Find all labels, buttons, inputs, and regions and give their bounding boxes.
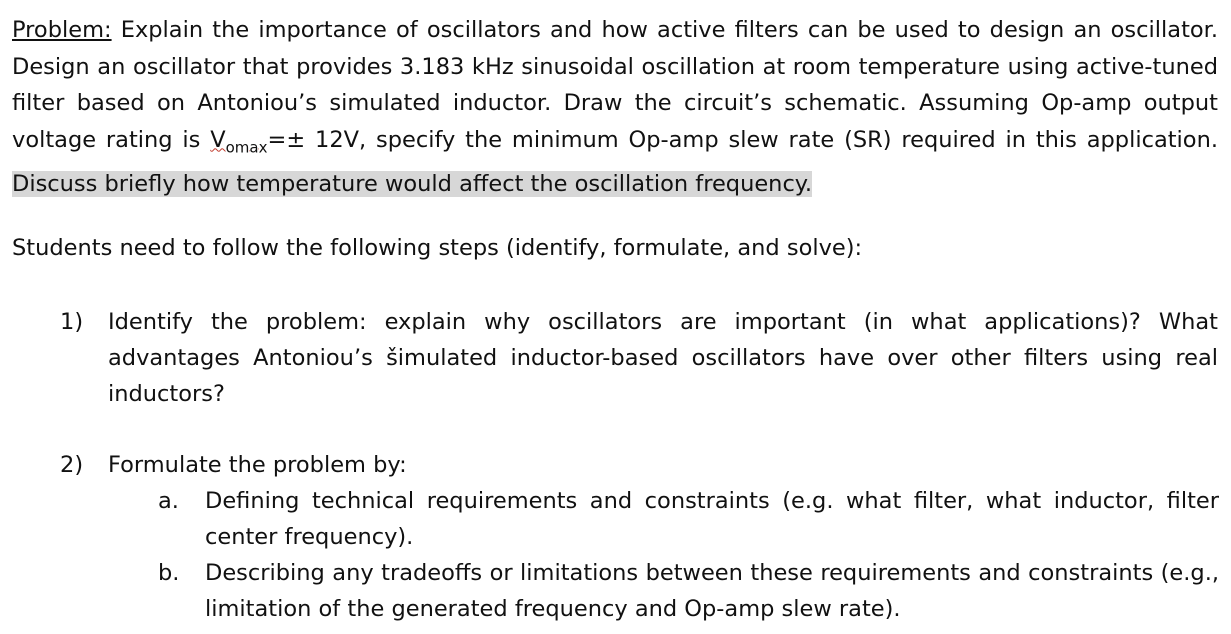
voltage-symbol bbox=[210, 126, 268, 156]
problem-label: Problem: bbox=[12, 17, 112, 43]
problem-statement bbox=[12, 12, 1218, 202]
subitem-a-text: Defining technical requirements and constraints (e.g. what filter, what inductor, filter center frequency). bbox=[205, 488, 1219, 550]
step-2-text: Formulate the problem by: bbox=[108, 452, 407, 478]
problem-text-part-1: Explain the importance of oscillators and how active filters can be used to design an oscillator. Design an oscillator that provides 3.183 kHz sinusoidal oscillation at room temperature using active-tuned filter based on Antoniou’s simulated inductor. Draw the circuit’s schematic. Assuming Op-amp output voltage rating is bbox=[12, 17, 1218, 153]
voltage-symbol-letter: V bbox=[210, 126, 226, 153]
steps-intro: Students need to follow the following steps (identify, formulate, and solve): bbox=[12, 235, 863, 261]
step-1-number: 1) bbox=[60, 309, 84, 335]
subitem-b-text: Describing any tradeoffs or limitations between these requirements and constraints (e.g., limitation of the generated frequency and Op-amp slew rate). bbox=[205, 560, 1219, 622]
step-2-number: 2) bbox=[60, 452, 84, 478]
step-1-text: Identify the problem: explain why oscillators are important (in what applications)? What advantages Antoniou’s šimulated inductor-based oscillators have over other filters using real inductors? bbox=[108, 309, 1218, 407]
subitem-a-letter: a. bbox=[158, 488, 179, 514]
highlighted-sentence: Discuss briefly how temperature would affect the oscillation frequency. bbox=[12, 170, 813, 197]
problem-text-part-2: =± 12V, specify the minimum Op-amp slew rate (SR) required in this application. bbox=[267, 126, 1218, 153]
voltage-subscript: omax bbox=[225, 138, 268, 156]
subitem-b-letter: b. bbox=[158, 560, 180, 586]
